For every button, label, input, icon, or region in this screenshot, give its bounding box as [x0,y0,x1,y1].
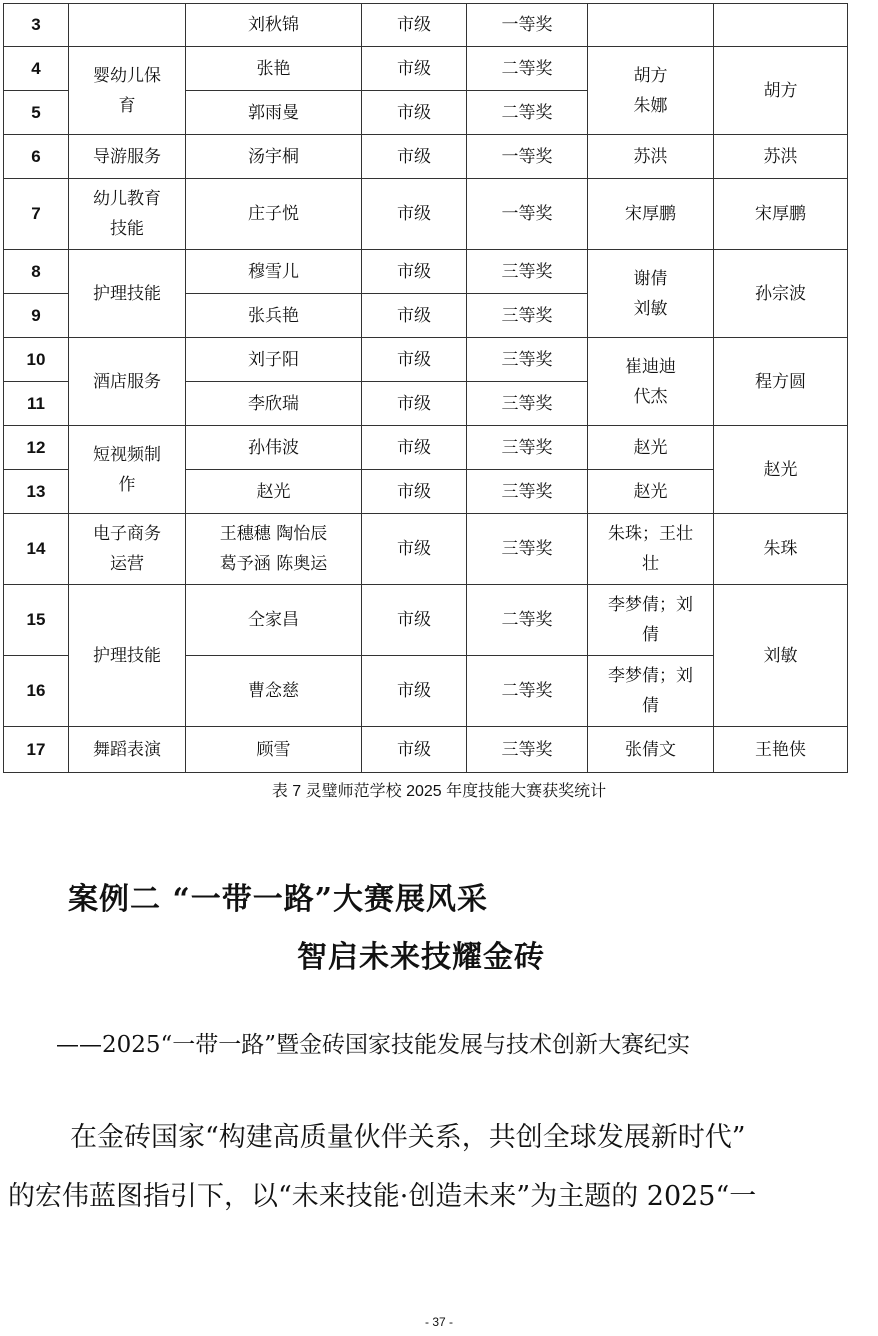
row-number: 16 [4,656,69,727]
level-cell: 市级 [362,514,467,585]
row-number: 7 [4,179,69,250]
table-row [4,135,848,179]
leader-cell: 胡方 [714,47,848,135]
event-cell [69,426,186,514]
event-cell [69,4,186,47]
event-cell [69,47,186,135]
paragraph-line: 的宏伟蓝图指引下，以“未来技能·创造未来”为主题的 2025“一 [8,1181,757,1212]
case-title-line2: 智启未来技耀金砖 [297,940,545,975]
case-subtitle: ——2025“一带一路”暨金砖国家技能发展与技术创新大赛纪实 [56,1032,691,1058]
instructor-line: 朱娜 [633,95,668,116]
row-number: 9 [4,294,69,338]
row-number: 10 [4,338,69,382]
award-cell: 三等奖 [467,514,588,585]
row-number: 17 [4,727,69,773]
student-name-line: 王穗穗 陶怡辰 [219,524,328,544]
award-cell: 三等奖 [467,727,588,773]
award-cell: 二等奖 [467,656,588,727]
table-row [4,179,848,250]
instructor-cell: 宋厚鹏 [588,179,714,250]
event-line: 短视频制 [93,444,161,465]
award-cell: 一等奖 [467,135,588,179]
student-name-cell: 曹念慈 [186,656,362,727]
table-row [4,338,848,382]
leader-cell: 朱珠 [714,514,848,585]
instructor-line: 崔迪迪 [625,356,676,377]
award-cell: 一等奖 [467,179,588,250]
student-name-cell: 庄子悦 [186,179,362,250]
student-name-cell: 仝家昌 [186,585,362,656]
row-number: 15 [4,585,69,656]
level-cell: 市级 [362,294,467,338]
level-cell: 市级 [362,4,467,47]
instructor-cell: 苏洪 [588,135,714,179]
instructor-cell: 张倩文 [588,727,714,773]
instructor-cell: 赵光 [588,426,714,470]
student-name-cell: 刘秋锦 [186,4,362,47]
student-name-cell: 张兵艳 [186,294,362,338]
student-name-cell: 孙伟波 [186,426,362,470]
instructor-cell [588,656,714,727]
student-name-line: 葛予涵 陈奥运 [219,554,328,574]
instructor-cell [588,4,714,47]
level-cell: 市级 [362,135,467,179]
row-number: 8 [4,250,69,294]
award-cell: 二等奖 [467,47,588,91]
leader-cell: 程方圆 [714,338,848,426]
table-row [4,727,848,773]
level-cell: 市级 [362,250,467,294]
instructor-line: 代杰 [633,386,668,407]
level-cell: 市级 [362,47,467,91]
award-cell: 三等奖 [467,382,588,426]
table-row [4,4,848,47]
event-line: 育 [118,95,136,116]
award-cell: 三等奖 [467,250,588,294]
leader-cell: 刘敏 [714,585,848,727]
leader-cell [714,4,848,47]
event-line: 幼儿教育 [93,189,161,209]
event-line: 技能 [110,219,144,239]
student-name-cell: 张艳 [186,47,362,91]
event-line: 婴幼儿保 [93,65,161,86]
level-cell: 市级 [362,470,467,514]
event-line: 作 [118,474,136,495]
table-row [4,426,848,470]
student-name-cell: 郭雨曼 [186,91,362,135]
event-cell: 舞蹈表演 [69,727,186,773]
leader-cell: 苏洪 [714,135,848,179]
award-cell: 三等奖 [467,470,588,514]
page-number: - 37 - [424,1315,453,1329]
instructor-cell [588,338,714,426]
level-cell: 市级 [362,656,467,727]
body-paragraph [8,1108,870,1226]
row-number: 5 [4,91,69,135]
instructor-cell [588,514,714,585]
case-title-line1: 案例二 “一带一路”大赛展风采 [68,882,488,917]
row-number: 12 [4,426,69,470]
leader-cell: 赵光 [714,426,848,514]
paragraph-line: 在金砖国家“构建高质量伙伴关系，共创全球发展新时代” [70,1122,746,1153]
row-number: 13 [4,470,69,514]
row-number: 11 [4,382,69,426]
level-cell: 市级 [362,727,467,773]
row-number: 4 [4,47,69,91]
award-cell: 二等奖 [467,91,588,135]
instructor-cell [588,585,714,656]
student-name-cell: 赵光 [186,470,362,514]
instructor-line: 胡方 [633,65,668,86]
event-cell: 酒店服务 [69,338,186,426]
event-line: 运营 [110,554,144,574]
event-cell: 护理技能 [69,250,186,338]
instructor-line: 壮 [642,554,659,574]
award-cell: 二等奖 [467,585,588,656]
event-cell: 护理技能 [69,585,186,727]
award-statistics-table [3,3,848,773]
instructor-cell [588,47,714,135]
table-caption: 表 7 灵璧师范学校 2025 年度技能大赛获奖统计 [271,783,607,800]
student-name-cell: 李欣瑞 [186,382,362,426]
instructor-line: 李梦倩；刘 [608,595,693,615]
student-name-cell: 穆雪儿 [186,250,362,294]
instructor-line: 刘敏 [633,298,668,319]
student-name-cell [186,514,362,585]
table-row [4,47,848,91]
event-line: 电子商务 [93,524,161,544]
award-cell: 三等奖 [467,294,588,338]
level-cell: 市级 [362,338,467,382]
row-number: 3 [4,4,69,47]
level-cell: 市级 [362,382,467,426]
student-name-cell: 刘子阳 [186,338,362,382]
instructor-cell [588,250,714,338]
instructor-line: 谢倩 [633,268,668,289]
level-cell: 市级 [362,179,467,250]
event-cell [69,179,186,250]
instructor-line: 朱珠；王壮 [608,524,693,544]
instructor-line: 倩 [642,625,659,645]
award-cell: 三等奖 [467,338,588,382]
award-cell: 一等奖 [467,4,588,47]
table-row [4,250,848,294]
instructor-line: 倩 [642,696,659,716]
instructor-cell: 赵光 [588,470,714,514]
instructor-line: 李梦倩；刘 [608,666,693,686]
event-cell: 导游服务 [69,135,186,179]
row-number: 6 [4,135,69,179]
leader-cell: 宋厚鹏 [714,179,848,250]
table-row [4,514,848,585]
event-cell [69,514,186,585]
row-number: 14 [4,514,69,585]
level-cell: 市级 [362,426,467,470]
leader-cell: 王艳侠 [714,727,848,773]
leader-cell: 孙宗波 [714,250,848,338]
level-cell: 市级 [362,585,467,656]
level-cell: 市级 [362,91,467,135]
student-name-cell: 汤宇桐 [186,135,362,179]
student-name-cell: 顾雪 [186,727,362,773]
table-row [4,585,848,656]
award-cell: 三等奖 [467,426,588,470]
